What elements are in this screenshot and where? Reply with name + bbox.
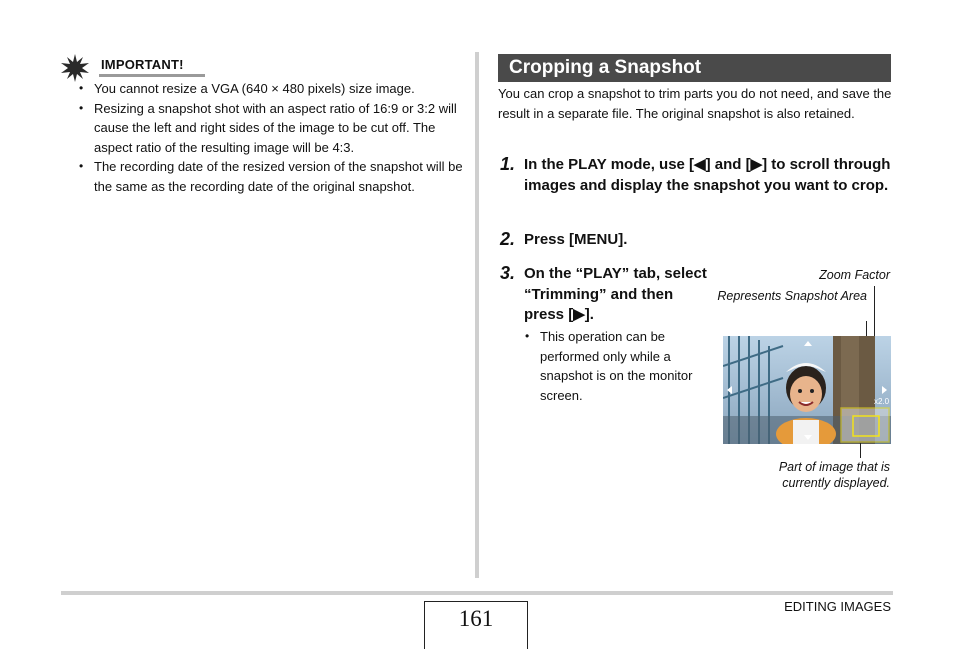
important-item: • You cannot resize a VGA (640 × 480 pixels) size image.: [78, 79, 463, 99]
important-list: [78, 79, 463, 196]
displayed-leader-line: [860, 443, 861, 458]
important-underline: [99, 74, 205, 77]
zoom-readout: x2.0: [874, 397, 890, 406]
important-item: • Resizing a snapshot shot with an aspect ratio of 16:9 or 3:2 will cause the left and right sides of the image to be cut off. The aspect ratio of the resulting image will be 4:3.: [78, 99, 463, 158]
section-title: Cropping a Snapshot: [509, 57, 702, 78]
photo-illustration: [723, 336, 891, 444]
step3-note: • This operation can be performed only while a snapshot is on the monitor screen.: [524, 327, 714, 405]
important-item: • The recording date of the resized version of the snapshot will be the same as the recording date of the original snapshot.: [78, 157, 463, 196]
footer-section-label: EDITING IMAGES: [784, 599, 891, 614]
step-number: 2.: [500, 229, 516, 249]
step-number: 3.: [500, 263, 516, 283]
snapshot-area-caption: Represents Snapshot Area: [717, 289, 867, 303]
zoom-factor-caption: Zoom Factor: [819, 268, 890, 282]
step-text: Press [MENU].: [524, 231, 628, 248]
important-burst-icon: [61, 54, 89, 82]
footer-rule: [61, 591, 893, 595]
section-intro: You can crop a snapshot to trim parts you do not need, and save the result in a separate file. The original snapshot is also retained.: [498, 86, 892, 121]
column-divider: [475, 52, 479, 578]
step-text: In the PLAY mode, use [◀] and [▶] to scroll through images and display the snapshot you want to crop.: [524, 156, 891, 194]
trimming-screen-photo: [723, 336, 891, 444]
step-number: 1.: [500, 154, 516, 174]
important-heading: IMPORTANT!: [101, 57, 184, 72]
step-text: On the “PLAY” tab, select “Trimming” and then press [▶].: [524, 265, 707, 323]
step3-note-list: [524, 327, 714, 405]
page-number: 161: [458, 606, 494, 631]
displayed-part-caption: Part of image that is currently displayed.: [778, 460, 890, 490]
